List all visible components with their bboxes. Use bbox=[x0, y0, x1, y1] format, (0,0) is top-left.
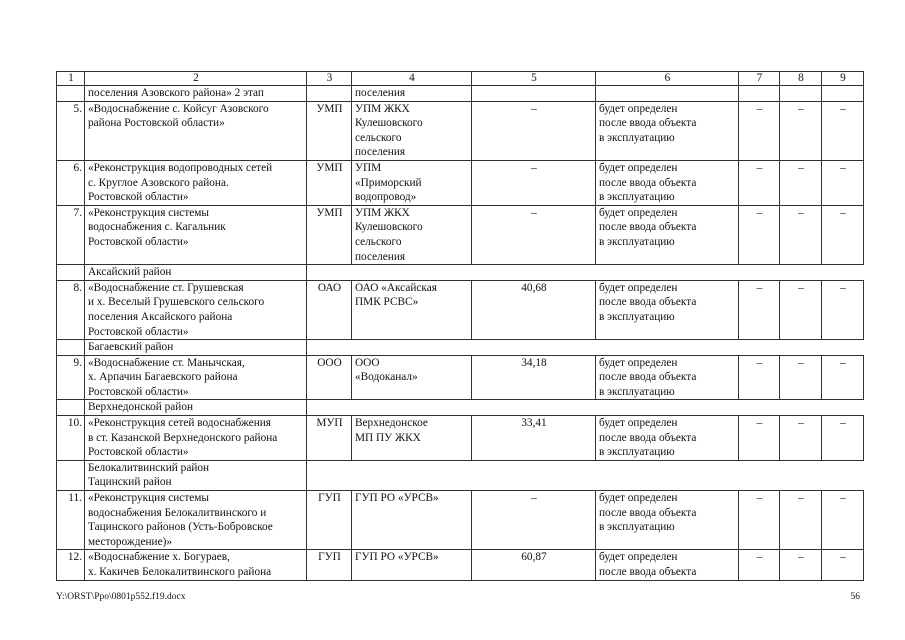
cell-note: будет определен после ввода объекта в эксплуатацию bbox=[596, 205, 739, 264]
cell-form: ГУП bbox=[307, 550, 352, 580]
header-cell: 4 bbox=[352, 72, 472, 86]
section-row bbox=[57, 340, 864, 356]
section-title: Аксайский район bbox=[85, 265, 307, 281]
cell-value: 34,18 bbox=[472, 355, 596, 400]
header-cell: 8 bbox=[780, 72, 822, 86]
cell-name: поселения Азовского района» 2 этап bbox=[85, 86, 307, 102]
cell-name: «Реконструкция сетей водоснабжения в ст. Казанской Верхнедонского района Ростовской области» bbox=[85, 416, 307, 461]
cell-operator: ГУП РО «УРСВ» bbox=[352, 550, 472, 580]
cell-operator: ОАО «Аксайская ПМК РСВС» bbox=[352, 280, 472, 339]
cell-operator: УПМ ЖКХ Кулешовского сельского поселения bbox=[352, 101, 472, 160]
cell-name: «Водоснабжение ст. Грушевская и х. Веселый Грушевского сельского поселения Аксайского района Ростовской области» bbox=[85, 280, 307, 339]
cell-form: ОАО bbox=[307, 280, 352, 339]
header-cell: 5 bbox=[472, 72, 596, 86]
cell-c7 bbox=[739, 86, 780, 102]
cell-c7: – bbox=[739, 101, 780, 160]
cell-operator: ООО «Водоканал» bbox=[352, 355, 472, 400]
footer-file-path: Y:\ORST\Ppo\0801p552.f19.docx bbox=[56, 592, 186, 602]
cell-form: УМП bbox=[307, 160, 352, 205]
cell-note: будет определен после ввода объекта bbox=[596, 550, 739, 580]
section-blank bbox=[307, 340, 864, 356]
cell-num bbox=[57, 340, 85, 356]
cell-form: ООО bbox=[307, 355, 352, 400]
cell-c8: – bbox=[780, 550, 822, 580]
cell-num: 10. bbox=[57, 416, 85, 461]
header-cell: 9 bbox=[822, 72, 864, 86]
cell-c9: – bbox=[822, 101, 864, 160]
cell-form: УМП bbox=[307, 101, 352, 160]
cell-value: 33,41 bbox=[472, 416, 596, 461]
header-cell: 7 bbox=[739, 72, 780, 86]
table-row bbox=[57, 101, 864, 160]
cell-operator: УПМ ЖКХ Кулешовского сельского поселения bbox=[352, 205, 472, 264]
cell-c8: – bbox=[780, 280, 822, 339]
cell-operator: Верхнедонское МП ПУ ЖКХ bbox=[352, 416, 472, 461]
header-cell: 2 bbox=[85, 72, 307, 86]
cell-value: – bbox=[472, 160, 596, 205]
table-row bbox=[57, 205, 864, 264]
cell-num: 12. bbox=[57, 550, 85, 580]
cell-c9: – bbox=[822, 160, 864, 205]
cell-name: «Водоснабжение х. Богураев, х. Какичев Белокалитвинского района bbox=[85, 550, 307, 580]
cell-c7: – bbox=[739, 160, 780, 205]
cell-value bbox=[472, 86, 596, 102]
cell-name: «Реконструкция системы водоснабжения Белокалитвинского и Тацинского районов (Усть-Бобровское месторождение)» bbox=[85, 491, 307, 550]
section-title: Верхнедонской район bbox=[85, 400, 307, 416]
cell-form: УМП bbox=[307, 205, 352, 264]
table-header-row bbox=[57, 72, 864, 86]
data-table bbox=[56, 71, 864, 581]
cell-num: 8. bbox=[57, 280, 85, 339]
cell-num: 5. bbox=[57, 101, 85, 160]
cell-c8: – bbox=[780, 101, 822, 160]
cell-name: «Водоснабжение ст. Манычская, х. Арпачин Багаевского района Ростовской области» bbox=[85, 355, 307, 400]
cell-c9: – bbox=[822, 280, 864, 339]
header-cell: 3 bbox=[307, 72, 352, 86]
table-row bbox=[57, 491, 864, 550]
cell-c9: – bbox=[822, 550, 864, 580]
cell-form: МУП bbox=[307, 416, 352, 461]
cell-note: будет определен после ввода объекта в эксплуатацию bbox=[596, 160, 739, 205]
cell-value: – bbox=[472, 205, 596, 264]
cell-c8: – bbox=[780, 491, 822, 550]
cell-c8: – bbox=[780, 160, 822, 205]
cell-name: «Водоснабжение с. Койсуг Азовского района Ростовской области» bbox=[85, 101, 307, 160]
footer-page-number: 56 bbox=[850, 592, 860, 602]
cell-c7: – bbox=[739, 550, 780, 580]
cell-note: будет определен после ввода объекта в эксплуатацию bbox=[596, 355, 739, 400]
cell-c8: – bbox=[780, 416, 822, 461]
cell-operator: ГУП РО «УРСВ» bbox=[352, 491, 472, 550]
section-row bbox=[57, 265, 864, 281]
header-cell: 1 bbox=[57, 72, 85, 86]
cell-value: 40,68 bbox=[472, 280, 596, 339]
cell-c9: – bbox=[822, 416, 864, 461]
cell-c8: – bbox=[780, 205, 822, 264]
cell-name: «Реконструкция водопроводных сетей с. Круглое Азовского района. Ростовской области» bbox=[85, 160, 307, 205]
cell-note: будет определен после ввода объекта в эксплуатацию bbox=[596, 101, 739, 160]
cell-c7: – bbox=[739, 491, 780, 550]
cell-c9: – bbox=[822, 491, 864, 550]
cell-c7: – bbox=[739, 280, 780, 339]
cell-note: будет определен после ввода объекта в эксплуатацию bbox=[596, 491, 739, 550]
cell-num: 11. bbox=[57, 491, 85, 550]
cell-c9 bbox=[822, 86, 864, 102]
cell-c9: – bbox=[822, 205, 864, 264]
section-row bbox=[57, 400, 864, 416]
cell-form bbox=[307, 86, 352, 102]
cell-num bbox=[57, 400, 85, 416]
section-blank bbox=[307, 265, 864, 281]
cell-num: 7. bbox=[57, 205, 85, 264]
section-title: Белокалитвинский район Тацинский район bbox=[85, 460, 307, 490]
table-row bbox=[57, 160, 864, 205]
cell-c7: – bbox=[739, 355, 780, 400]
cell-note: будет определен после ввода объекта в эксплуатацию bbox=[596, 280, 739, 339]
cell-num bbox=[57, 86, 85, 102]
header-cell: 6 bbox=[596, 72, 739, 86]
cell-form: ГУП bbox=[307, 491, 352, 550]
cell-name: «Реконструкция системы водоснабжения с. Кагальник Ростовской области» bbox=[85, 205, 307, 264]
cell-num: 9. bbox=[57, 355, 85, 400]
cell-c9: – bbox=[822, 355, 864, 400]
cell-num: 6. bbox=[57, 160, 85, 205]
cell-value: 60,87 bbox=[472, 550, 596, 580]
cell-c8: – bbox=[780, 355, 822, 400]
cell-note: будет определен после ввода объекта в эксплуатацию bbox=[596, 416, 739, 461]
section-row bbox=[57, 460, 864, 490]
cell-num bbox=[57, 265, 85, 281]
table-row bbox=[57, 416, 864, 461]
cell-c8 bbox=[780, 86, 822, 102]
section-blank bbox=[307, 400, 864, 416]
section-title: Багаевский район bbox=[85, 340, 307, 356]
table-row bbox=[57, 355, 864, 400]
cell-operator: поселения bbox=[352, 86, 472, 102]
continuation-row bbox=[57, 86, 864, 102]
cell-num bbox=[57, 460, 85, 490]
cell-c7: – bbox=[739, 416, 780, 461]
cell-value: – bbox=[472, 101, 596, 160]
section-blank bbox=[307, 460, 864, 490]
cell-c7: – bbox=[739, 205, 780, 264]
cell-note bbox=[596, 86, 739, 102]
cell-operator: УПМ «Приморский водопровод» bbox=[352, 160, 472, 205]
table-row bbox=[57, 550, 864, 580]
table-row bbox=[57, 280, 864, 339]
cell-value: – bbox=[472, 491, 596, 550]
